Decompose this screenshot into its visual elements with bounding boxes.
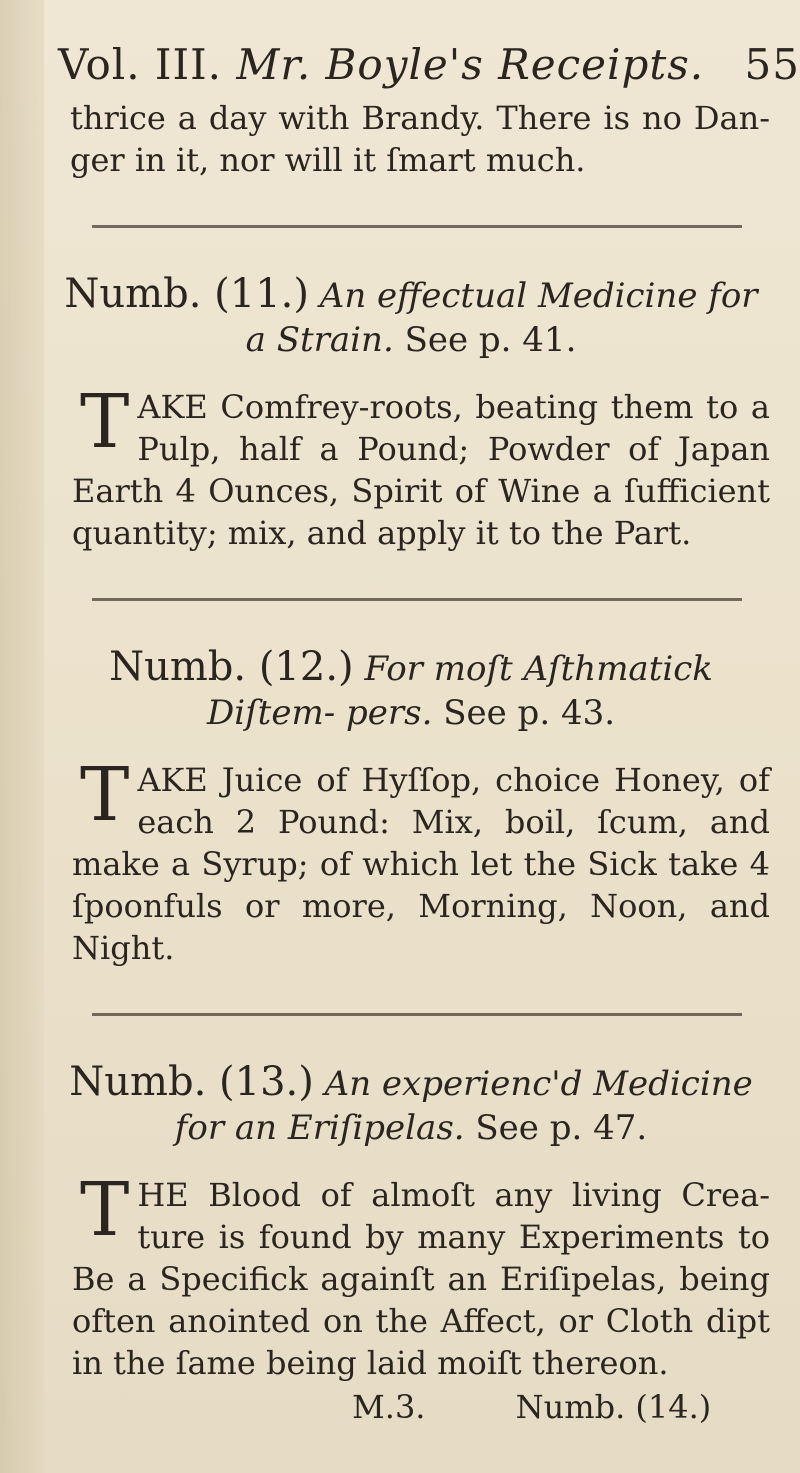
recipe-text: HE Blood of almoſt any living Crea- ture is found by many Experiments to Be a Specifick againſt an Eriſipelas, being often anointed on the Affect, or Cloth dipt in the ſame being laid moiſt thereon. bbox=[72, 1176, 770, 1382]
recipe-section bbox=[52, 272, 770, 554]
recipe-heading bbox=[52, 1060, 770, 1150]
recipe-number: Numb. (11.) bbox=[64, 271, 309, 317]
section-divider bbox=[92, 598, 742, 601]
recipe-text: AKE Comfrey-roots, beating them to a Pulp, half a Pound; Powder of Japan Earth 4 Ounces, Spirit of Wine a ſufficient quantity; mix, and apply it to the Part. bbox=[72, 388, 770, 552]
volume-label: Vol. III. bbox=[58, 40, 223, 89]
recipe-heading bbox=[52, 272, 770, 362]
recipe-title: An effectual Medicine for a Strain. bbox=[245, 276, 758, 360]
recipe-heading bbox=[52, 645, 770, 735]
section-divider bbox=[92, 1013, 742, 1016]
drop-cap: T bbox=[80, 379, 130, 465]
recipe-section bbox=[52, 645, 770, 969]
drop-cap: T bbox=[80, 1167, 130, 1253]
signature-mark: M.3. bbox=[352, 1388, 426, 1426]
recipe-cross-reference: See p. 41. bbox=[404, 320, 577, 360]
recipe-number: Numb. (13.) bbox=[69, 1059, 314, 1105]
recipe-body bbox=[72, 379, 770, 554]
recipe-body bbox=[72, 752, 770, 969]
continuation-text: thrice a day with Brandy. There is no Dan- ger in it, nor will it ſmart much. bbox=[70, 99, 770, 179]
recipe-section bbox=[52, 1060, 770, 1384]
recipe-cross-reference: See p. 47. bbox=[475, 1108, 648, 1148]
section-divider bbox=[92, 225, 742, 228]
drop-cap: T bbox=[80, 752, 130, 838]
running-head bbox=[58, 40, 800, 89]
recipe-title: For moſt Aſthmatick Diſtem- pers. bbox=[206, 649, 713, 733]
page-number: 55 bbox=[744, 40, 800, 89]
catchword: Numb. (14.) bbox=[515, 1388, 712, 1426]
recipe-title: An experienc'd Medicine for an Eriſipelas. bbox=[174, 1064, 753, 1148]
page-footer bbox=[52, 1388, 770, 1426]
running-title: Mr. Boyle's Receipts. bbox=[236, 40, 705, 89]
recipe-text: AKE Juice of Hyſſop, choice Honey, of each 2 Pound: Mix, boil, ſcum, and make a Syrup; of which let the Sick take 4 ſpoonfuls or more, Morning, Noon, and Night. bbox=[72, 761, 770, 967]
recipe-body bbox=[72, 1167, 770, 1384]
recipe-number: Numb. (12.) bbox=[109, 644, 354, 690]
recipe-cross-reference: See p. 43. bbox=[443, 693, 616, 733]
